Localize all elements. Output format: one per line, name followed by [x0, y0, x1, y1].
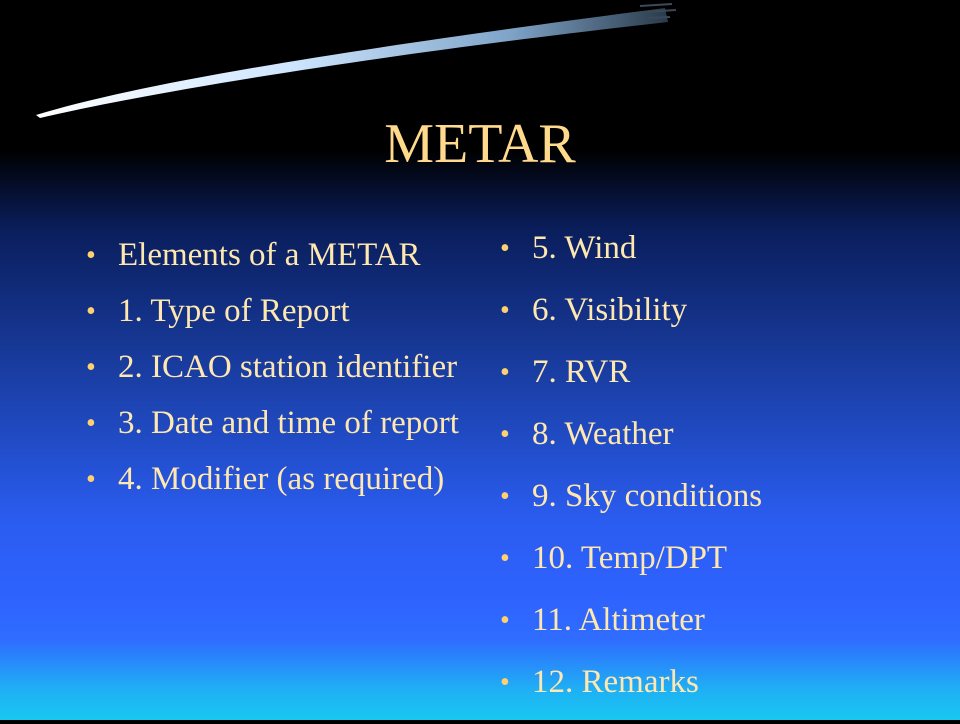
list-item: • 7. RVR: [500, 352, 920, 393]
bullet-icon: •: [500, 667, 510, 698]
list-item: • 1. Type of Report: [86, 291, 476, 332]
decorative-swoosh: [0, 0, 960, 130]
list-item: • 3. Date and time of report: [86, 403, 476, 444]
list-item: • 10. Temp/DPT: [500, 538, 920, 579]
bullet-icon: •: [500, 481, 510, 512]
bullet-icon: •: [500, 295, 510, 326]
bullet-icon: •: [86, 464, 96, 495]
list-item: • 11. Altimeter: [500, 600, 920, 641]
slide-title: METAR: [384, 113, 576, 175]
bullet-icon: •: [86, 408, 96, 439]
bullet-icon: •: [500, 233, 510, 264]
list-item: • 8. Weather: [500, 414, 920, 455]
list-item: • Elements of a METAR: [86, 235, 476, 276]
bullet-icon: •: [500, 543, 510, 574]
list-item: • 2. ICAO station identifier: [86, 347, 476, 388]
left-bullet-list: [86, 235, 476, 515]
bullet-icon: •: [500, 419, 510, 450]
right-bullet-list: [500, 228, 920, 724]
bullet-icon: •: [500, 357, 510, 388]
bullet-icon: •: [86, 296, 96, 327]
list-item: • 6. Visibility: [500, 290, 920, 331]
bullet-icon: •: [86, 240, 96, 271]
list-item: • 9. Sky conditions: [500, 476, 920, 517]
bullet-icon: •: [500, 605, 510, 636]
list-item: • 4. Modifier (as required): [86, 459, 476, 500]
list-item: • 5. Wind: [500, 228, 920, 269]
list-item: • 12. Remarks: [500, 662, 920, 703]
bullet-icon: •: [86, 352, 96, 383]
